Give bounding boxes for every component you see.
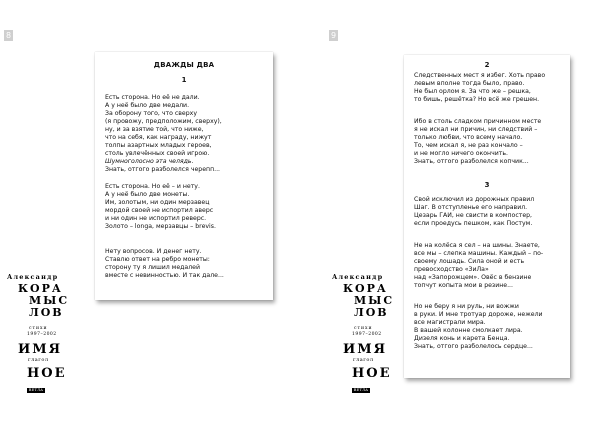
cover-title-word: глагол xyxy=(353,357,374,363)
verse-line: своему лошадь. Сила оной и есть xyxy=(414,258,525,265)
verse-line: мордой своей не испортил аверс xyxy=(105,207,214,214)
author-first-name: Александр xyxy=(7,273,59,281)
cover-genre: стихи xyxy=(29,326,48,331)
stanza xyxy=(414,118,541,166)
verse-line: Свой исключил из дорожных правил xyxy=(414,196,535,203)
verse-line: что на себя, как награду, нижут xyxy=(105,134,212,141)
verse-line: Золото – longa, мерзавцы – brevis. xyxy=(105,223,216,230)
verse-line: все магистрали мира. xyxy=(414,319,486,326)
verse-line: Есть сторона. Но её – и нету. xyxy=(105,183,200,190)
verse-line: В вашей колонне смолкает лира. xyxy=(414,327,523,334)
verse-line: и ни один не испортил реверс. xyxy=(105,215,207,222)
verse-line: и не могло ничего окончить. xyxy=(414,150,508,157)
verse-line: Не на колёса я сел – на шины. Знаете, xyxy=(414,242,540,249)
verse-line: То, чем искал я, не раз кончало – xyxy=(414,142,523,149)
verse-line: в руки. И мне тротуар дорожe, нежели xyxy=(414,311,543,318)
verse-line: только любви, что всему начало. xyxy=(414,134,523,141)
verse-line: Ибо в столь сладком причинном месте xyxy=(414,118,542,125)
page-number: 9 xyxy=(330,31,337,40)
cover-title-word: НОЕ xyxy=(27,366,67,381)
verse-line: (я провожу, предположим, сверху), xyxy=(105,118,222,125)
cover-years: 1997–2002 xyxy=(27,332,57,337)
verse-line: Следственных мест я избег. Хоть право xyxy=(414,72,546,79)
cover-title-word: ИМЯ xyxy=(343,342,388,357)
author-surname-part: КОРА xyxy=(343,282,388,295)
verse-line: сторону ту я лишил медалей xyxy=(105,264,201,271)
stanza xyxy=(105,248,224,280)
cover-title-word: глагол xyxy=(28,357,49,363)
stanza xyxy=(105,94,222,174)
verse-line: топчут копыта мои в резине... xyxy=(414,282,513,289)
verse-line: вместе с невинностью. И так дале... xyxy=(105,272,224,279)
verse-line: Знать, отгого разболелся копчик... xyxy=(414,158,529,165)
cover-genre: стихи xyxy=(354,326,373,331)
verse-line: над «Запорожцем». Овёс в бензине xyxy=(414,274,532,281)
verse-line: Но не беру я ни руль, ни вожжи xyxy=(414,303,519,310)
book-cover xyxy=(7,262,70,422)
publisher-tag: ВЕТЛА xyxy=(353,388,369,392)
verse-line: Дизеля конь и карета Бенца. xyxy=(414,335,510,342)
verse-line: то бишь, решётка? Но всё же грешен. xyxy=(414,96,540,103)
verse-line: Шаг. В отступленье его направил. xyxy=(414,204,528,211)
verse-line: Знать, отгого разболелся черепп... xyxy=(105,166,221,173)
verse-line: все мы – слепка машины. Каждый – по- xyxy=(414,250,544,257)
poem-number: 2 xyxy=(484,61,490,69)
cover-years: 1997–2002 xyxy=(352,332,382,337)
stanza xyxy=(414,242,543,290)
verse-line: А у неё было две медали. xyxy=(105,102,190,109)
verse-line: левым вполне тогда было, право. xyxy=(414,80,525,87)
right-page xyxy=(300,0,600,425)
stanza xyxy=(414,303,543,351)
author-surname-part: КОРА xyxy=(18,282,63,295)
verse-line: Им, золотым, ни один мерзавец xyxy=(105,199,210,206)
verse-line: Знать, отгого разболелось сердце... xyxy=(414,343,533,350)
verse-line: Шумноголосно эта челядь. xyxy=(105,158,194,165)
page-number: 8 xyxy=(5,31,12,40)
verse-line: если проедусь пешком, как Постум. xyxy=(414,220,533,227)
verse-line: столь увлечённых своей игрою. xyxy=(105,150,210,157)
stanza xyxy=(105,183,216,231)
publisher-tag: ВЕТЛА xyxy=(28,388,44,392)
cover-title-word: ИМЯ xyxy=(18,342,63,357)
author-surname-part: ЛОВ xyxy=(29,306,64,319)
verse-line: А у неё было две монеты. xyxy=(105,191,190,198)
verse-line: Ставлю ответ на ребро монеты: xyxy=(105,256,210,263)
verse-line: Цезарь ГАИ, не свисти в компостер, xyxy=(414,212,533,219)
poem-sheet xyxy=(404,55,570,378)
verse-line: я не искал ни причин, ни следствий – xyxy=(414,126,538,133)
verse-line: Есть сторона. Но её не дали. xyxy=(105,94,200,101)
stanza xyxy=(414,196,534,228)
poem-number: 3 xyxy=(484,181,490,189)
stanza xyxy=(414,72,545,104)
poem-number: 1 xyxy=(181,76,187,84)
poem-title: ДВАЖДЫ ДВА xyxy=(153,61,215,69)
author-first-name: Александр xyxy=(332,273,384,281)
book-cover xyxy=(332,262,395,422)
author-surname-part: МЫС xyxy=(354,294,395,307)
cover-title-word: НОЕ xyxy=(352,366,392,381)
verse-line: Нету вопросов. И денег нету. xyxy=(105,248,202,255)
author-surname-part: МЫС xyxy=(29,294,70,307)
verse-line: превосходство «ЗиЛа» xyxy=(414,266,489,273)
verse-line: За оборону того, что сверху xyxy=(105,110,197,117)
verse-line: толпы азартных младых героев, xyxy=(105,142,212,149)
author-surname-part: ЛОВ xyxy=(354,306,389,319)
verse-line: ну, и за взятие той, что ниже, xyxy=(105,126,204,133)
poem-sheet xyxy=(95,52,273,300)
verse-line: Не был орлом я. За что же – решка, xyxy=(414,88,531,95)
